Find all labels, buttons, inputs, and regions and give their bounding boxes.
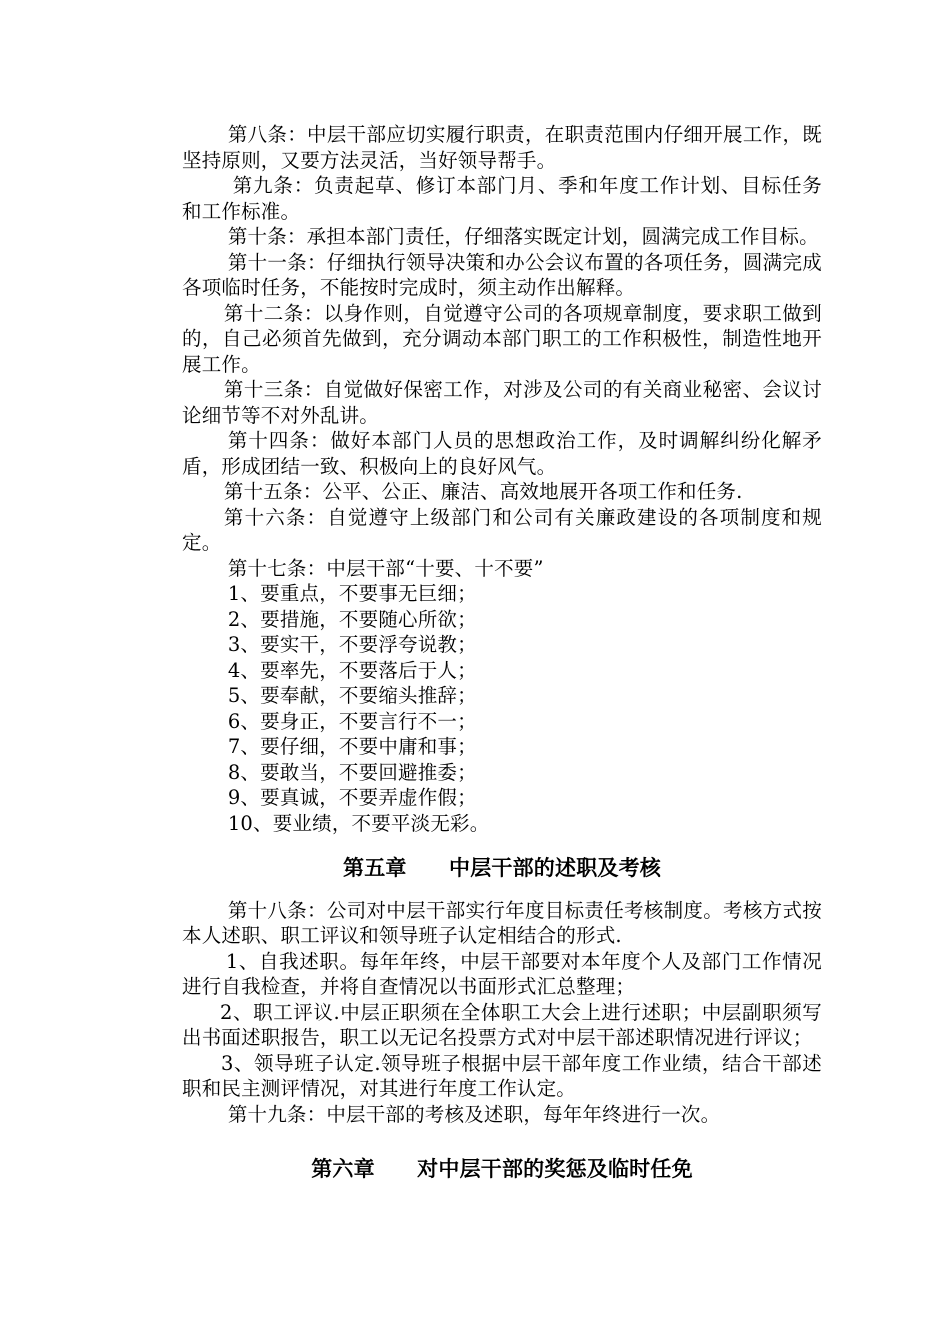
article-12: 第十二条：以身作则，自觉遵守公司的各项规章制度，要求职工做到的，自己必须首先做到，充分调动本部门职工的工作积极性，制造性地开展工作。 [182,301,822,376]
self-report-item: 1、自我述职。每年年终，中层干部要对本年度个人及部门工作情况进行自我检查，并将自查情况以书面形式汇总整理； [182,949,822,998]
article-10: 第十条：承担本部门责任，仔细落实既定计划，圆满完成工作目标。 [227,225,819,248]
article-9: 第九条：负责起草、修订本部门月、季和年度工作计划、目标任务和工作标准。 [182,174,822,223]
list-item: 4、要率先，不要落后于人； [227,658,477,682]
list-item: 9、要真诚，不要弄虚作假； [227,786,477,809]
article-18: 第十八条：公司对中层干部实行年度目标责任考核制度。考核方式按本人述职、职工评议和领导班子认定相结合的形式. [182,898,822,947]
chapter-5-heading: 第五章 中层干部的述职及考核 [343,856,661,880]
article-11: 第十一条：仔细执行领导决策和办公会议布置的各项任务，圆满完成各项临时任务，不能按时完成时，须主动作出解释。 [182,250,822,299]
chapter-6-heading: 第六章 对中层干部的奖惩及临时任免 [311,1157,693,1181]
article-14: 第十四条：做好本部门人员的思想政治工作，及时调解纠纷化解矛盾，形成团结一致、积极向上的良好风气。 [182,429,822,478]
staff-review-item: 2、职工评议.中层正职须在全体职工大会上进行述职；中层副职须写出书面述职报告，职工以无记名投票方式对中层干部述职情况进行评议； [182,1000,822,1049]
document-body [182,122,822,1183]
list-item: 7、要仔细，不要中庸和事； [227,735,477,758]
list-item: 10、要业绩，不要平淡无彩。 [227,811,490,835]
list-item: 3、要实干，不要浮夸说教； [227,633,477,656]
list-item: 2、要措施，不要随心所欲； [227,607,477,631]
article-17: 第十七条：中层干部“十要、十不要” [227,556,544,580]
article-8: 第八条：中层干部应切实履行职责，在职责范围内仔细开展工作，既坚持原则，又要方法灵活，当好领导帮手。 [182,123,822,172]
list-item: 8、要敢当，不要回避推委； [227,760,477,784]
article-19: 第十九条：中层干部的考核及述职，每年年终进行一次。 [227,1102,721,1126]
leadership-confirmation-item: 3、领导班子认定.领导班子根据中层干部年度工作业绩，结合干部述职和民主测评情况，对其进行年度工作认定。 [182,1051,822,1100]
list-item: 1、要重点，不要事无巨细； [227,582,477,605]
list-item: 6、要身正，不要言行不一； [227,709,477,733]
list-item: 5、要奉献，不要缩头推辞； [227,684,477,707]
article-13: 第十三条：自觉做好保密工作，对涉及公司的有关商业秘密、会议讨论细节等不对外乱讲。 [182,378,822,427]
article-16: 第十六条：自觉遵守上级部门和公司有关廉政建设的各项制度和规定。 [182,505,822,554]
article-15: 第十五条：公平、公正、廉洁、高效地展开各项工作和任务. [223,480,743,503]
